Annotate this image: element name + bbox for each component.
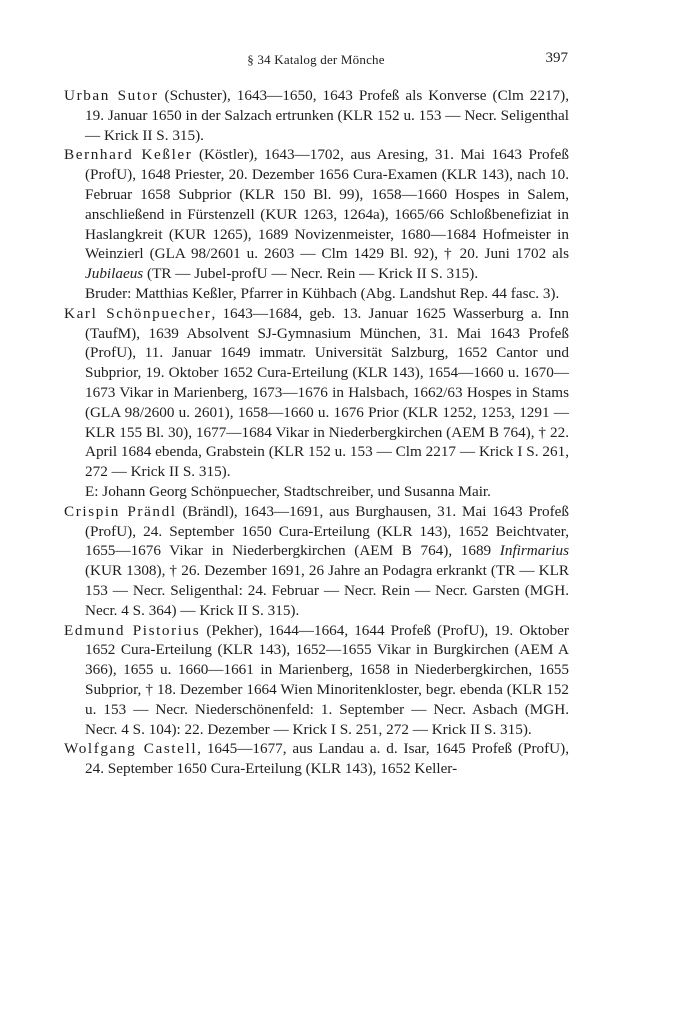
catalog-entry (64, 86, 569, 145)
monk-name: Crispin Prändl (64, 502, 177, 520)
monk-name: Karl Schönpuecher (64, 304, 212, 322)
catalog-entry (64, 739, 569, 779)
catalog-text (64, 86, 569, 779)
monk-name: Wolfgang Castell (64, 740, 198, 758)
catalog-entry (64, 145, 569, 284)
running-title: § 34 Katalog der Mönche (247, 52, 385, 67)
monk-name: Bernhard Keßler (64, 146, 193, 164)
catalog-entry (64, 621, 569, 740)
entry-note: E: Johann Georg Schönpuecher, Stadtschreiber, und Susanna Mair. (85, 482, 491, 500)
catalog-entry (64, 502, 569, 621)
entry-text: , 1643—1684, geb. 13. Januar 1625 Wasserburg a. Inn (TaufM), 1639 Absolvent SJ-Gymnasium München, 31. Mai 1643 Profeß (ProfU), 11. Januar 1649 immatr. Universität Salzburg, 1652 Cantor und Subprior, 19. Oktober 1652 Cura-Erteilung (KLR 143), 1654—1660 u. 1670—1673 Vikar in Marienberg, 1673—1676 in Halsbach, 1662/63 Hospes in Stams (GLA 98/2600 u. 2601), 1658—1660 u. 1676 Prior (KLR 1252, 1253, 1291 — KLR 155 Bl. 30), 1677—1684 Vikar in Niederbergkirchen (AEM B 764), † 22. April 1684 ebenda, Grabstein (KLR 152 u. 153 — Clm 2217 — Krick I S. 261, 272 — Krick II S. 315). (85, 304, 569, 481)
catalog-entry (64, 304, 569, 482)
entry-text: , 1645—1677, aus Landau a. d. Isar, 1645 Profeß (ProfU), 24. September 1650 Cura-Erteilung (KLR 143), 1652 Keller- (85, 740, 569, 778)
monk-name: Urban Sutor (64, 87, 159, 104)
entry-note: Bruder: Matthias Keßler, Pfarrer in Kühbach (Abg. Landshut Rep. 44 fasc. 3). (85, 284, 560, 302)
entry-text-italic: Jubilaeus (85, 265, 144, 283)
page-header (64, 50, 568, 72)
entry-text: (KUR 1308), † 26. Dezember 1691, 26 Jahre an Podagra erkrankt (TR — KLR 153 — Necr. Seligenthal: 24. Februar — Necr. Rein — Necr. Garsten (MGH. Necr. 4 S. 364) — Krick II S. 315). (85, 562, 569, 619)
entry-text: (Pekher), 1644—1664, 1644 Profeß (ProfU), 19. Oktober 1652 Cura-Erteilung (KLR 143), 1652—1655 Vikar in Burgkirchen (AEM A 366), 1655 u. 1660—1661 in Marienberg, 1658 in Niederbergkirchen, 1655 Subprior, † 18. Dezember 1664 Wien Minoritenkloster, begr. ebenda (KLR 152 u. 153 — Necr. Niederschönenfeld: 1. September — Necr. Asbach (MGH. Necr. 4 S. 104): 22. Dezember — Krick I S. 251, 272 — Krick II S. 315). (85, 621, 569, 738)
entry-text: (Brändl), 1643—1691, aus Burghausen, 31. Mai 1643 Profeß (ProfU), 24. September 1650 Cura-Erteilung (KLR 143), 1652 Beichtvater, 1655—1676 Vikar in Niederbergkirchen (AEM B 764), 1689 (85, 502, 569, 560)
entry-text: (TR — Jubel-profU — Necr. Rein — Krick II S. 315). (143, 265, 479, 283)
page-number: 397 (545, 50, 568, 66)
entry-text: (Schuster), 1643—1650, 1643 Profeß als Konverse (Clm 2217), 19. Januar 1650 in der Salzach ertrunken (KLR 152 u. 153 — Necr. Seligenthal — Krick II S. 315). (85, 87, 570, 144)
entry-text: (Köstler), 1643—1702, aus Aresing, 31. Mai 1643 Profeß (ProfU), 1648 Priester, 20. Dezember 1656 Cura-Examen (KLR 143), nach 10. Februar 1658 Subprior (KLR 150 Bl. 99), 1658—1660 Hospes in Salem, anschließend in Fürstenzell (KUR 1263, 1264a), 1665/66 Schloßbenefiziat in Haslangkreit (KUR 1265), 1689 Novizenmeister, 1680—1684 Hofmeister in Weinzierl (GLA 98/2601 u. 2603 — Clm 1429 Bl. 92), † 20. Juni 1702 als (85, 146, 569, 263)
monk-name: Edmund Pistorius (64, 621, 201, 639)
entry-text-italic: Infirmarius (499, 542, 569, 560)
